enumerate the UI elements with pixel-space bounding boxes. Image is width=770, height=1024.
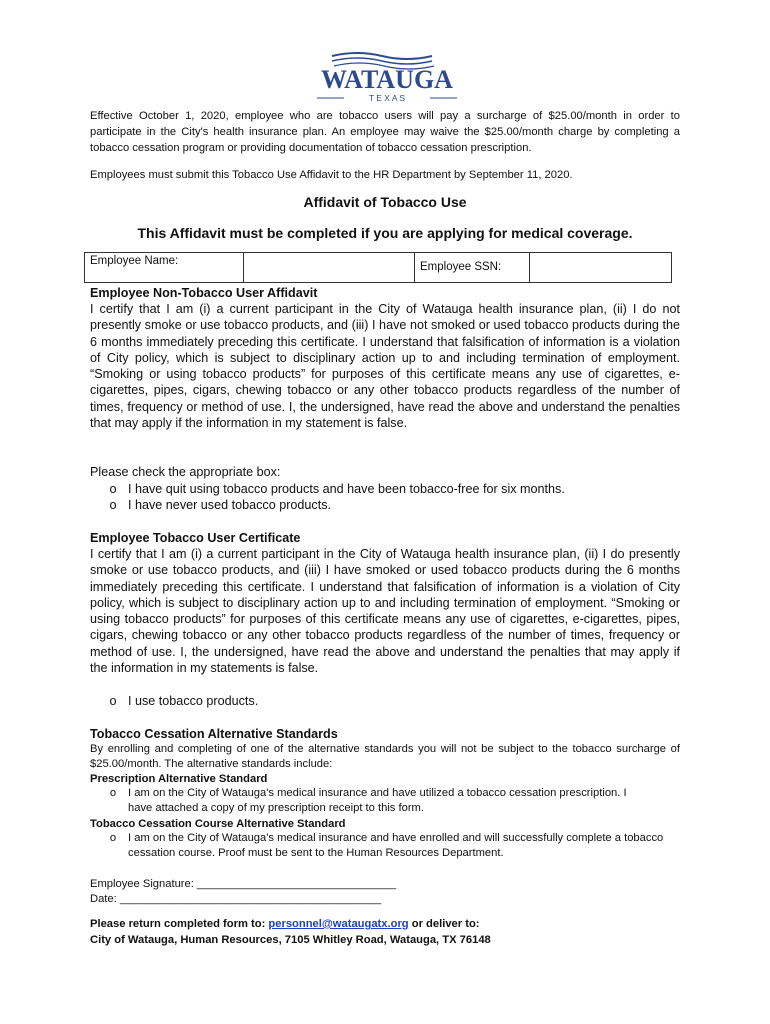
- non-tobacco-text: I certify that I am (i) a current participant in the City of Watauga health insurance plan, (ii) I do not presently smoke or use tobacco products, and (iii) I have not smoked or used tobacco products during the 6 months immediately preceding this certificate. I understand that falsification of information is a violation of City policy, which is subject to disciplinary action up to and including termination of employment. “Smoking or using tobacco products” for purposes of this certificate means any use of cigarettes, e-cigarettes, pipes, cigars, chewing tobacco or any other tobacco products regardless of the number of times, frequency or method of use. I, the undersigned, have read the above and understand the penalties that may apply if the information in my statement is false.: [90, 302, 680, 431]
- return-suffix: or deliver to:: [408, 918, 480, 930]
- check-prompt: Please check the appropriate box:: [90, 465, 281, 479]
- option-course[interactable]: [98, 831, 683, 861]
- checkbox-use[interactable]: o: [109, 694, 117, 708]
- employee-name-field[interactable]: [244, 253, 415, 283]
- option-use[interactable]: [98, 693, 688, 709]
- option-rx[interactable]: [98, 786, 628, 816]
- return-address: City of Watauga, Human Resources, 7105 Whitley Road, Watauga, TX 76148: [90, 934, 491, 946]
- deadline-note: Employees must submit this Tobacco Use Affidavit to the HR Department by September 11, 2020.: [90, 169, 573, 181]
- logo-wordmark: WATAUGA: [321, 65, 453, 94]
- tobacco-user-text: I certify that I am (i) a current participant in the City of Watauga health insurance plan, (ii) I do presently smoke or use tobacco products, and (iii) I have smoked or used tobacco products during the 6 months immediately preceding this certificate. I understand that falsification of information is a violation of City policy, which is subject to disciplinary action up to and including termination of employment. “Smoking or using tobacco products” for purposes of this certificate means any use of cigarettes, e-cigarettes, pipes, cigars, chewing tobacco or any other tobacco products regardless of the number of times, frequency or method of use. I, the undersigned, have read the above and understand the penalties that may apply if the information in my statements is false.: [90, 547, 680, 676]
- affidavit-subtitle: This Affidavit must be completed if you are applying for medical coverage.: [137, 225, 633, 241]
- checkbox-rx[interactable]: o: [109, 787, 117, 799]
- employee-ssn-field[interactable]: [530, 253, 672, 283]
- option-never-label: I have never used tobacco products.: [128, 498, 332, 512]
- option-use-label: I use tobacco products.: [128, 694, 259, 708]
- non-tobacco-heading: Employee Non-Tobacco User Affidavit: [90, 286, 318, 300]
- signature-line[interactable]: Employee Signature: ________________________________: [90, 878, 397, 890]
- option-never[interactable]: [98, 497, 688, 513]
- rx-text: I am on the City of Watauga's medical insurance and have utilized a tobacco cessation prescription. I have attached a copy of my prescription receipt to this form.: [128, 787, 627, 814]
- checkbox-never[interactable]: o: [109, 498, 117, 512]
- course-heading: Tobacco Cessation Course Alternative Standard: [90, 818, 346, 830]
- return-instructions: [90, 916, 680, 932]
- cessation-heading: Tobacco Cessation Alternative Standards: [90, 727, 338, 741]
- return-prefix: Please return completed form to:: [90, 918, 269, 930]
- option-quit[interactable]: [98, 481, 688, 497]
- employee-ssn-label: Employee SSN:: [415, 253, 530, 283]
- checkbox-course[interactable]: o: [109, 832, 117, 844]
- checkbox-quit[interactable]: o: [109, 482, 117, 496]
- course-text: I am on the City of Watauga's medical insurance and have enrolled and will successfully complete a tobacco cessation course. Proof must be sent to the Human Resources Department.: [128, 832, 664, 859]
- email-link[interactable]: personnel@wataugatx.org: [268, 918, 409, 930]
- employee-info-table: [84, 252, 672, 283]
- intro-paragraph: Effective October 1, 2020, employee who are tobacco users will pay a surcharge of $25.00/month in order to participate in the City's health insurance plan. An employee may waive the $25.00/month charge by completing a tobacco cessation program or providing documentation of tobacco cessation prescription.: [90, 110, 680, 155]
- watauga-logo: [312, 50, 462, 108]
- option-quit-label: I have quit using tobacco products and have been tobacco-free for six months.: [128, 482, 565, 496]
- affidavit-title: Affidavit of Tobacco Use: [303, 194, 467, 210]
- date-line[interactable]: Date: __________________________________________: [90, 893, 382, 905]
- cessation-intro: By enrolling and completing of one of the alternative standards you will not be subject to the tobacco surcharge of $25.00/month. The alternative standards include:: [90, 743, 680, 770]
- employee-name-label: Employee Name:: [85, 253, 244, 283]
- tobacco-user-heading: Employee Tobacco User Certificate: [90, 531, 301, 545]
- rx-heading: Prescription Alternative Standard: [90, 773, 268, 785]
- logo-state: T E X A S: [368, 93, 406, 103]
